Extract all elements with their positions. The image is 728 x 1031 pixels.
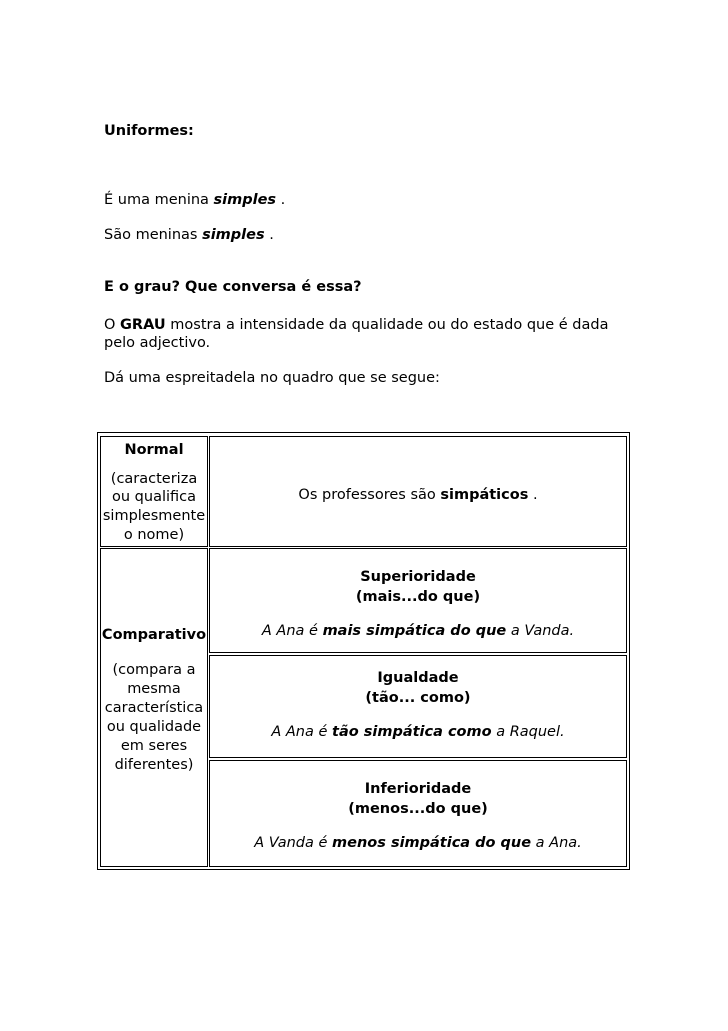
grau-paragraph-line2: pelo adjectivo. [104,335,211,351]
igualdade-sub: (tão... como) [365,690,471,706]
comparativo-desc-line: característica [104,700,204,716]
inferioridade-cell [209,760,627,867]
comparativo-label-cell [100,548,208,867]
igualdade-title: Igualdade [377,670,459,686]
comparativo-desc-line: ou qualidade [106,719,202,735]
example-sentence-1: É uma menina simples . [104,192,286,208]
normal-desc-line: ou qualifica [112,489,196,505]
normal-title: Normal [124,442,184,458]
degree-table [97,432,630,870]
normal-desc-line: o nome) [123,527,185,543]
comparativo-desc-line: (compara a [112,662,196,678]
inferioridade-example: A Vanda é menos simpática do que a Ana. [254,835,582,851]
comparativo-title: Comparativo [101,627,207,643]
grau-paragraph-line1: O GRAU mostra a intensidade da qualidade ou do estado que é dada [104,317,609,333]
comparativo-desc-line: diferentes) [114,757,194,773]
heading-uniformes: Uniformes: [104,123,194,139]
comparativo-desc-line: mesma [127,681,181,697]
normal-example-cell [209,436,627,547]
superioridade-sub: (mais...do que) [355,589,481,605]
normal-label-cell [100,436,208,547]
superioridade-example: A Ana é mais simpática do que a Vanda. [261,623,575,639]
superioridade-cell [209,548,627,653]
normal-desc-line: (caracteriza [110,471,198,487]
igualdade-example: A Ana é tão simpática como a Raquel. [271,724,565,740]
intro-to-table: Dá uma espreitadela no quadro que se segue: [104,370,440,386]
normal-example: Os professores são simpáticos . [298,487,538,503]
igualdade-cell [209,655,627,758]
inferioridade-sub: (menos...do que) [348,801,488,817]
superioridade-title: Superioridade [360,569,476,585]
normal-desc-line: simplesmente [102,508,206,524]
example-sentence-2: São meninas simples . [104,227,274,243]
inferioridade-title: Inferioridade [364,781,472,797]
comparativo-desc-line: em seres [120,738,188,754]
question-heading: E o grau? Que conversa é essa? [104,279,362,295]
